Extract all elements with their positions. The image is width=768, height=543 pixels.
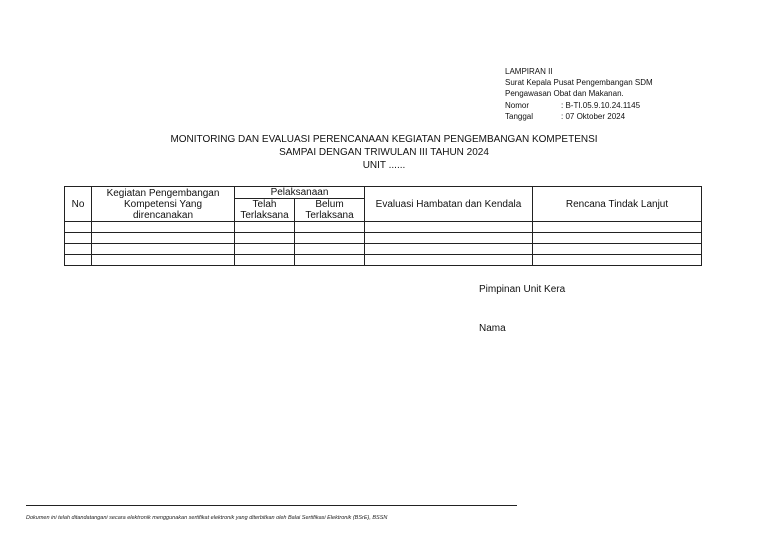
table-cell: [365, 222, 533, 233]
tanggal-label: Tanggal: [505, 111, 534, 121]
table-row: [65, 233, 702, 244]
table-cell: [235, 233, 295, 244]
header-telah: Telah Terlaksana: [235, 199, 295, 222]
attachment-block: [505, 66, 653, 122]
attachment-line: Pengawasan Obat dan Makanan.: [505, 89, 624, 99]
table-cell: [65, 233, 92, 244]
table-cell: [533, 222, 702, 233]
table-cell: [65, 222, 92, 233]
nomor-value: : B-TI.05.9.10.24.1145: [561, 100, 641, 110]
table-cell: [365, 244, 533, 255]
table-cell: [235, 255, 295, 266]
table-cell: [365, 233, 533, 244]
attachment-line: Surat Kepala Pusat Pengembangan SDM: [505, 78, 653, 88]
tanggal-value: : 07 Oktober 2024: [561, 111, 626, 121]
table-cell: [295, 222, 365, 233]
header-no: No: [65, 187, 92, 222]
header-rencana: Rencana Tindak Lanjut: [533, 187, 702, 222]
table-cell: [295, 255, 365, 266]
header-kegiatan: Kegiatan Pengembangan Kompetensi Yang direncanakan: [92, 187, 235, 222]
header-evaluasi: Evaluasi Hambatan dan Kendala: [365, 187, 533, 222]
table-cell: [295, 244, 365, 255]
table-cell: [235, 244, 295, 255]
nomor-label: Nomor: [505, 100, 530, 110]
unit-line: UNIT ......: [362, 160, 406, 171]
attachment-line: LAMPIRAN II: [505, 67, 553, 76]
signature-name: Nama: [479, 323, 506, 334]
table-cell: [235, 222, 295, 233]
table-cell: [533, 244, 702, 255]
table-cell: [92, 233, 235, 244]
table-cell: [295, 233, 365, 244]
nomor-row: [505, 100, 653, 111]
table-row: [65, 244, 702, 255]
footer-note: Dokumen ini telah ditandatangani secara elektronik menggunakan sertifikat elektronik yang diterbitkan oleh Balai Sertifikasi Elektronik (BSrE), BSSN: [26, 515, 388, 521]
header-belum: Belum Terlaksana: [295, 199, 365, 222]
table-cell: [533, 233, 702, 244]
table-cell: [92, 222, 235, 233]
document-subtitle: SAMPAI DENGAN TRIWULAN III TAHUN 2024: [279, 147, 489, 158]
table-cell: [65, 255, 92, 266]
header-pelaksanaan: Pelaksanaan: [235, 187, 365, 199]
monitoring-table: [64, 186, 702, 266]
table-row: [65, 255, 702, 266]
tanggal-row: [505, 111, 653, 122]
signature-title: Pimpinan Unit Kera: [479, 284, 566, 295]
table-cell: [92, 244, 235, 255]
footer-divider: [26, 505, 517, 506]
table-cell: [533, 255, 702, 266]
table-row: [65, 222, 702, 233]
table-cell: [65, 244, 92, 255]
table-cell: [365, 255, 533, 266]
document-title: MONITORING DAN EVALUASI PERENCANAAN KEGIATAN PENGEMBANGAN KOMPETENSI: [170, 134, 598, 145]
table-cell: [92, 255, 235, 266]
